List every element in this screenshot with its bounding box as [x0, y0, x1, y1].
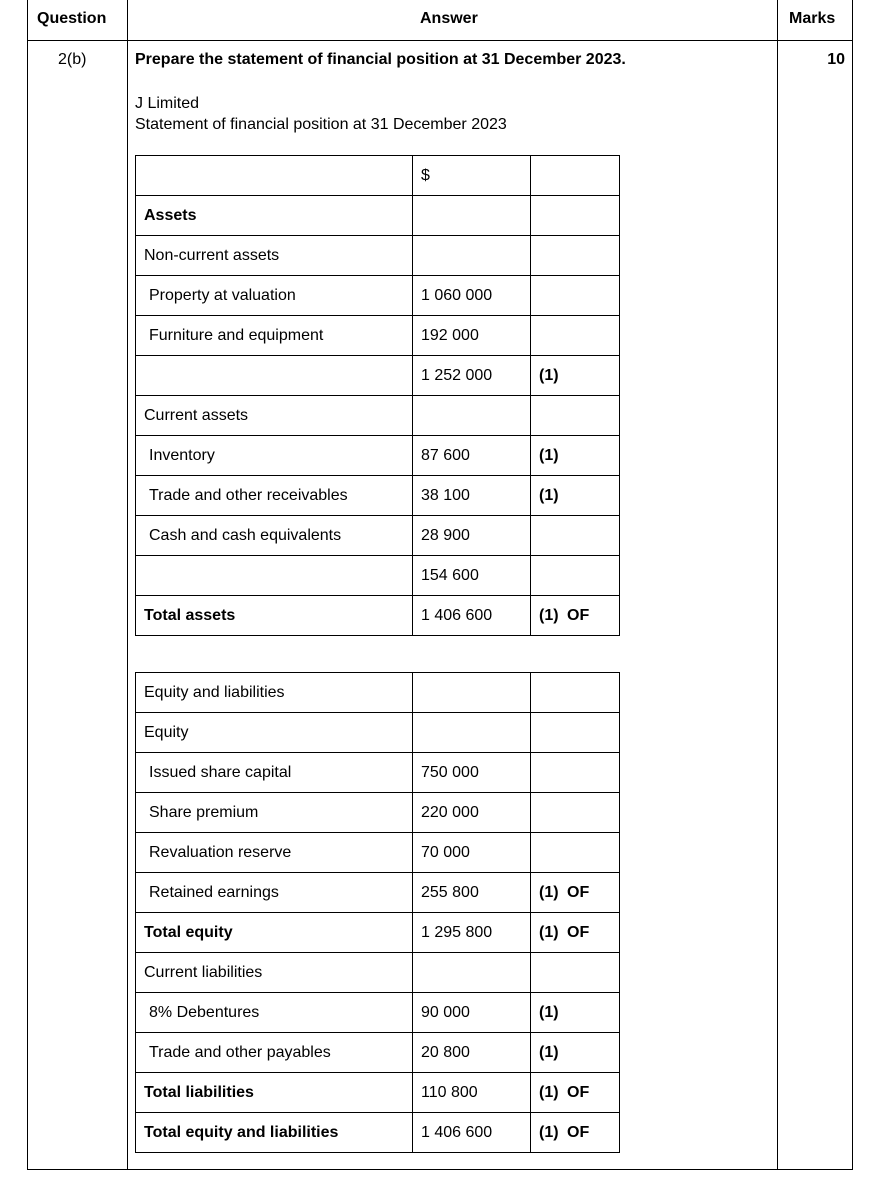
- table-row: [136, 673, 620, 713]
- line-item-mark: (1): [531, 436, 620, 476]
- header-marks: Marks: [789, 10, 836, 27]
- line-item-mark: [531, 236, 620, 276]
- table-row: [136, 236, 620, 276]
- line-item-amount: 154 600: [413, 556, 531, 596]
- line-item-amount: 220 000: [413, 793, 531, 833]
- line-item-mark: [531, 156, 620, 196]
- line-item-label: Retained earnings: [136, 873, 413, 913]
- line-item-label: Trade and other receivables: [136, 476, 413, 516]
- line-item-mark: [531, 713, 620, 753]
- line-item-label: Total equity: [136, 913, 413, 953]
- line-item-mark: (1) OF: [531, 873, 620, 913]
- header-divider: [27, 40, 853, 41]
- line-item-amount: 1 295 800: [413, 913, 531, 953]
- line-item-label: Total liabilities: [136, 1073, 413, 1113]
- line-item-label: Current liabilities: [136, 953, 413, 993]
- table-row: [136, 993, 620, 1033]
- table-row: [136, 476, 620, 516]
- question-number: 2(b): [58, 51, 87, 68]
- company-name: J Limited: [135, 95, 200, 112]
- line-item-amount: 750 000: [413, 753, 531, 793]
- table-row: [136, 713, 620, 753]
- table-row: [136, 396, 620, 436]
- line-item-mark: [531, 833, 620, 873]
- line-item-label: 8% Debentures: [136, 993, 413, 1033]
- line-item-label: Trade and other payables: [136, 1033, 413, 1073]
- line-item-amount: 28 900: [413, 516, 531, 556]
- line-item-mark: [531, 516, 620, 556]
- line-item-mark: [531, 276, 620, 316]
- table-row: [136, 793, 620, 833]
- column-divider-marks: [777, 0, 778, 1170]
- line-item-amount: 20 800: [413, 1033, 531, 1073]
- line-item-label: Issued share capital: [136, 753, 413, 793]
- table-row: [136, 556, 620, 596]
- line-item-amount: 255 800: [413, 873, 531, 913]
- line-item-label: Total assets: [136, 596, 413, 636]
- table-row: [136, 833, 620, 873]
- line-item-amount: 1 252 000: [413, 356, 531, 396]
- line-item-mark: (1) OF: [531, 1113, 620, 1153]
- line-item-amount: [413, 953, 531, 993]
- line-item-mark: [531, 396, 620, 436]
- table-row: [136, 873, 620, 913]
- line-item-mark: [531, 556, 620, 596]
- table-row: [136, 953, 620, 993]
- table-row: [136, 753, 620, 793]
- table-row: [136, 596, 620, 636]
- line-item-mark: (1) OF: [531, 1073, 620, 1113]
- question-prompt: Prepare the statement of financial position at 31 December 2023.: [135, 51, 626, 68]
- line-item-label: [136, 356, 413, 396]
- line-item-amount: [413, 396, 531, 436]
- line-item-amount: 1 060 000: [413, 276, 531, 316]
- line-item-label: Cash and cash equivalents: [136, 516, 413, 556]
- line-item-mark: [531, 753, 620, 793]
- line-item-amount: 192 000: [413, 316, 531, 356]
- line-item-amount: $: [413, 156, 531, 196]
- line-item-amount: [413, 236, 531, 276]
- table-row: [136, 1113, 620, 1153]
- table-row: [136, 1033, 620, 1073]
- line-item-mark: (1) OF: [531, 913, 620, 953]
- equity-liabilities-table: [135, 672, 620, 1153]
- line-item-amount: 110 800: [413, 1073, 531, 1113]
- line-item-mark: [531, 196, 620, 236]
- line-item-label: Inventory: [136, 436, 413, 476]
- column-divider-question: [127, 0, 128, 1170]
- line-item-label: Total equity and liabilities: [136, 1113, 413, 1153]
- line-item-amount: [413, 196, 531, 236]
- line-item-mark: [531, 673, 620, 713]
- line-item-label: Revaluation reserve: [136, 833, 413, 873]
- line-item-label: [136, 556, 413, 596]
- line-item-mark: (1): [531, 476, 620, 516]
- header-answer: Answer: [420, 10, 478, 27]
- line-item-label: Non-current assets: [136, 236, 413, 276]
- line-item-label: Assets: [136, 196, 413, 236]
- line-item-amount: [413, 713, 531, 753]
- line-item-mark: (1): [531, 1033, 620, 1073]
- assets-table: [135, 155, 620, 636]
- table-row: [136, 156, 620, 196]
- line-item-amount: 1 406 600: [413, 1113, 531, 1153]
- line-item-mark: [531, 316, 620, 356]
- line-item-label: Property at valuation: [136, 276, 413, 316]
- header-question: Question: [37, 10, 107, 27]
- line-item-label: Share premium: [136, 793, 413, 833]
- table-row: [136, 356, 620, 396]
- line-item-label: Furniture and equipment: [136, 316, 413, 356]
- statement-title: Statement of financial position at 31 December 2023: [135, 116, 507, 133]
- line-item-amount: 38 100: [413, 476, 531, 516]
- line-item-amount: 1 406 600: [413, 596, 531, 636]
- line-item-amount: [413, 673, 531, 713]
- table-row: [136, 196, 620, 236]
- table-row: [136, 436, 620, 476]
- table-row: [136, 316, 620, 356]
- line-item-label: Equity and liabilities: [136, 673, 413, 713]
- line-item-amount: 87 600: [413, 436, 531, 476]
- line-item-label: [136, 156, 413, 196]
- line-item-amount: 70 000: [413, 833, 531, 873]
- line-item-mark: [531, 793, 620, 833]
- table-row: [136, 1073, 620, 1113]
- line-item-mark: (1): [531, 993, 620, 1033]
- table-row: [136, 276, 620, 316]
- line-item-mark: [531, 953, 620, 993]
- line-item-label: Equity: [136, 713, 413, 753]
- line-item-mark: (1) OF: [531, 596, 620, 636]
- line-item-mark: (1): [531, 356, 620, 396]
- table-row: [136, 516, 620, 556]
- line-item-label: Current assets: [136, 396, 413, 436]
- company-heading: [135, 93, 507, 135]
- table-row: [136, 913, 620, 953]
- line-item-amount: 90 000: [413, 993, 531, 1033]
- question-marks: 10: [827, 51, 845, 68]
